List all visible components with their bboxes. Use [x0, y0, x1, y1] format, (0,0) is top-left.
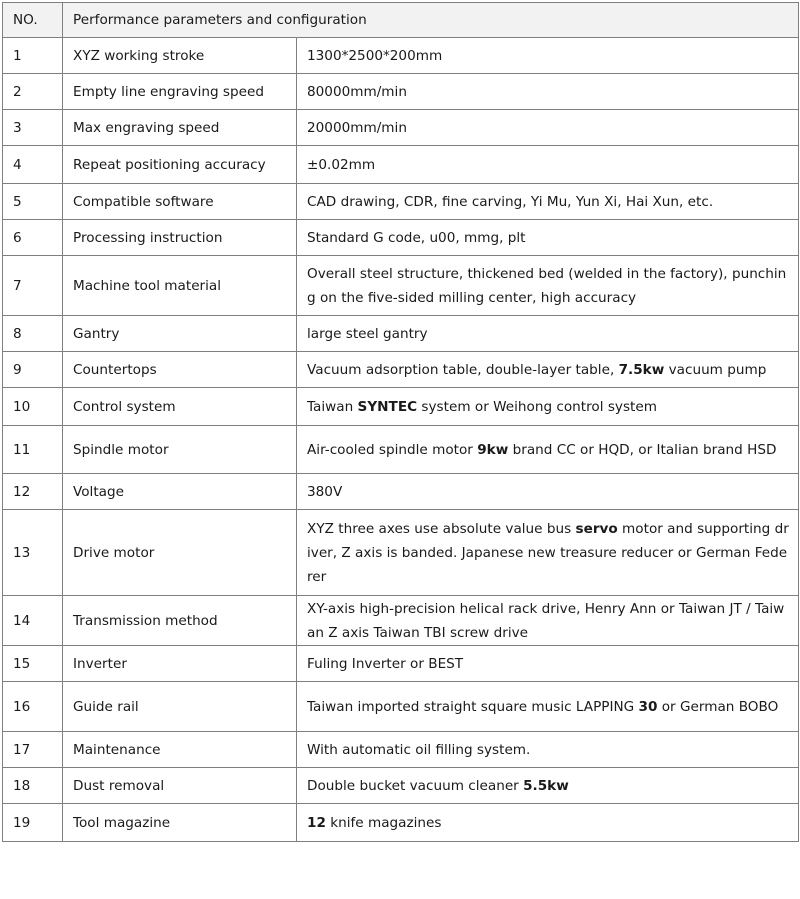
table-row [3, 474, 799, 510]
value-text: XYZ three axes use absolute value bus [307, 520, 576, 537]
parameter-name: Machine tool material [63, 256, 297, 316]
value-text: Overall steel structure, thickened bed (welded in the factory), punching on the five-sided milling center, high accuracy [307, 265, 787, 306]
table-row [3, 316, 799, 352]
value-emphasis: 5.5kw [523, 777, 569, 794]
parameter-name: Gantry [63, 316, 297, 352]
value-text: Standard G code, u00, mmg, plt [307, 229, 526, 246]
value-text: Vacuum adsorption table, double-layer table, [307, 361, 619, 378]
table-row [3, 38, 799, 74]
header-title: Performance parameters and configuration [63, 3, 799, 38]
parameter-value [297, 74, 799, 110]
value-text: Air-cooled spindle motor [307, 441, 478, 458]
value-emphasis: servo [575, 520, 618, 537]
value-text: CAD drawing, CDR, fine carving, Yi Mu, Yun Xi, Hai Xun, etc. [307, 193, 714, 210]
parameter-value [297, 316, 799, 352]
table-row [3, 646, 799, 682]
parameter-name: Tool magazine [63, 804, 297, 842]
table-row [3, 682, 799, 732]
table-row [3, 388, 799, 426]
value-text: ±0.02mm [307, 156, 376, 173]
parameter-name: Dust removal [63, 768, 297, 804]
value-text: Taiwan [307, 398, 358, 415]
row-number: 2 [3, 74, 63, 110]
value-text: motor and supporting driver, Z axis is banded. Japanese new treasure reducer or German Federer [307, 520, 789, 585]
value-text: 380V [307, 483, 343, 500]
parameter-value [297, 596, 799, 646]
table-row [3, 146, 799, 184]
table-row [3, 768, 799, 804]
parameter-name: Compatible software [63, 184, 297, 220]
table-row [3, 184, 799, 220]
parameter-name: Spindle motor [63, 426, 297, 474]
parameter-name: Guide rail [63, 682, 297, 732]
table-row [3, 352, 799, 388]
spec-table-body [3, 3, 799, 842]
row-number: 6 [3, 220, 63, 256]
value-emphasis: SYNTEC [357, 398, 418, 415]
value-text: 80000mm/min [307, 83, 407, 100]
row-number: 14 [3, 596, 63, 646]
parameter-value [297, 768, 799, 804]
row-number: 16 [3, 682, 63, 732]
spec-table [2, 2, 799, 842]
parameter-name: Control system [63, 388, 297, 426]
parameter-value [297, 256, 799, 316]
value-emphasis: 30 [638, 698, 658, 715]
table-row [3, 110, 799, 146]
row-number: 5 [3, 184, 63, 220]
parameter-value [297, 220, 799, 256]
parameter-value [297, 38, 799, 74]
row-number: 7 [3, 256, 63, 316]
parameter-name: Drive motor [63, 510, 297, 596]
row-number: 15 [3, 646, 63, 682]
parameter-value [297, 510, 799, 596]
row-number: 10 [3, 388, 63, 426]
value-text: knife magazines [325, 814, 442, 831]
row-number: 3 [3, 110, 63, 146]
row-number: 12 [3, 474, 63, 510]
parameter-name: Inverter [63, 646, 297, 682]
table-row [3, 220, 799, 256]
parameter-name: Maintenance [63, 732, 297, 768]
value-text: Fuling Inverter or BEST [307, 655, 464, 672]
parameter-name: Transmission method [63, 596, 297, 646]
value-text: With automatic oil filling system. [307, 741, 531, 758]
parameter-name: Max engraving speed [63, 110, 297, 146]
value-text: 20000mm/min [307, 119, 407, 136]
parameter-value [297, 474, 799, 510]
parameter-value [297, 646, 799, 682]
table-row [3, 510, 799, 596]
table-row [3, 426, 799, 474]
parameter-value [297, 352, 799, 388]
row-number: 9 [3, 352, 63, 388]
value-emphasis: 9kw [477, 441, 509, 458]
row-number: 13 [3, 510, 63, 596]
parameter-value [297, 426, 799, 474]
table-row [3, 732, 799, 768]
parameter-name: Processing instruction [63, 220, 297, 256]
parameter-value [297, 388, 799, 426]
value-text: system or Weihong control system [417, 398, 657, 415]
row-number: 11 [3, 426, 63, 474]
value-text: or German BOBO [657, 698, 779, 715]
value-text: vacuum pump [664, 361, 767, 378]
value-text: 1300*2500*200mm [307, 47, 443, 64]
value-text: Double bucket vacuum cleaner [307, 777, 524, 794]
value-emphasis: 7.5kw [618, 361, 665, 378]
value-text: large steel gantry [307, 325, 428, 342]
parameter-value [297, 146, 799, 184]
row-number: 17 [3, 732, 63, 768]
header-no: NO. [3, 3, 63, 38]
table-row [3, 74, 799, 110]
parameter-value [297, 732, 799, 768]
parameter-name: Voltage [63, 474, 297, 510]
value-emphasis: 12 [307, 814, 326, 831]
row-number: 4 [3, 146, 63, 184]
parameter-value [297, 682, 799, 732]
value-text: XY-axis high-precision helical rack drive, Henry Ann or Taiwan JT / Taiwan Z axis Taiwan TBI screw drive [307, 600, 785, 641]
parameter-name: Countertops [63, 352, 297, 388]
parameter-name: XYZ working stroke [63, 38, 297, 74]
row-number: 18 [3, 768, 63, 804]
parameter-value [297, 110, 799, 146]
parameter-value [297, 804, 799, 842]
row-number: 19 [3, 804, 63, 842]
parameter-value [297, 184, 799, 220]
row-number: 1 [3, 38, 63, 74]
row-number: 8 [3, 316, 63, 352]
table-row [3, 256, 799, 316]
value-text: brand CC or HQD, or Italian brand HSD [508, 441, 777, 458]
table-row [3, 804, 799, 842]
value-text: Taiwan imported straight square music LAPPING [307, 698, 639, 715]
table-row [3, 596, 799, 646]
parameter-name: Empty line engraving speed [63, 74, 297, 110]
parameter-name: Repeat positioning accuracy [63, 146, 297, 184]
table-header-row [3, 3, 799, 38]
